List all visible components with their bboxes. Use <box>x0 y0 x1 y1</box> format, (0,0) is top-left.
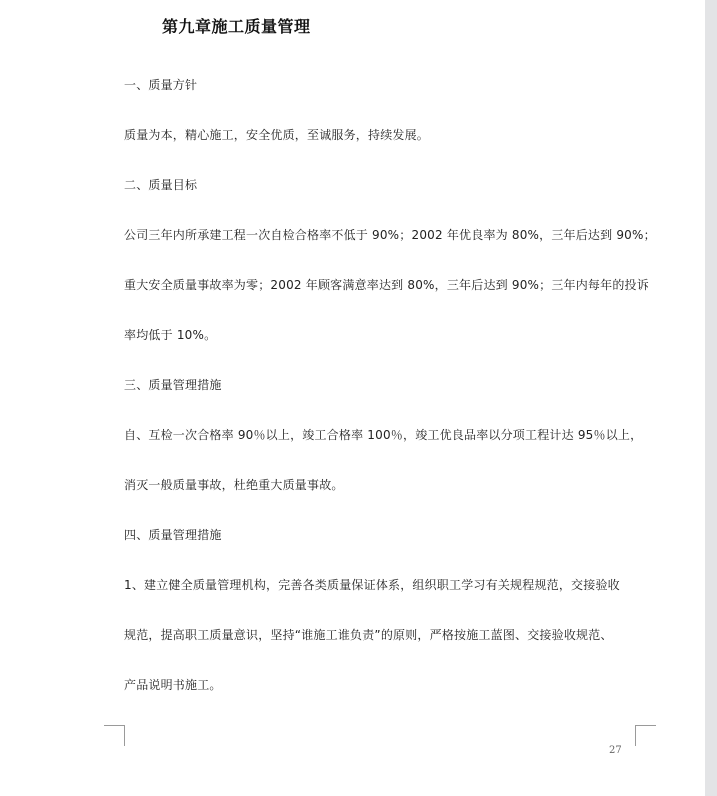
paragraph-line: 质量为本，精心施工，安全优质，至诚服务，持续发展。 <box>124 128 430 142</box>
chapter-title: 第九章施工质量管理 <box>162 17 311 36</box>
paragraph-line: 重大安全质量事故率为零；2002 年顾客满意率达到 80%，三年后达到 90%；三年内每年的投诉 <box>124 278 649 292</box>
paragraph-line: 1、建立健全质量管理机构，完善各类质量保证体系，组织职工学习有关规程规范，交接验收 <box>124 578 620 592</box>
section-heading-quality-management: 四、质量管理措施 <box>124 528 222 542</box>
section-heading-quality-policy: 一、质量方针 <box>124 78 198 92</box>
paragraph-line: 消灭一般质量事故，杜绝重大质量事故。 <box>124 478 344 492</box>
page-number: 27 <box>609 745 622 756</box>
section-heading-quality-measures: 三、质量管理措施 <box>124 378 222 392</box>
paragraph-line: 率均低于 10%。 <box>124 328 217 342</box>
margin-corner-mark-right <box>635 725 656 746</box>
paragraph-line: 规范，提高职工质量意识，坚持“谁施工谁负责”的原则，严格按施工蓝图、交接验收规范、 <box>124 628 613 642</box>
paragraph-line: 自、互检一次合格率 90％以上，竣工合格率 100％，竣工优良品率以分项工程计达 95％以上， <box>124 428 643 442</box>
paragraph-line: 产品说明书施工。 <box>124 678 222 692</box>
margin-corner-mark-left <box>104 725 125 746</box>
section-heading-quality-goals: 二、质量目标 <box>124 178 198 192</box>
scrollbar-track[interactable] <box>705 0 717 796</box>
paragraph-line: 公司三年内所承建工程一次自检合格率不低于 90%；2002 年优良率为 80%，三年后达到 90%； <box>124 228 656 242</box>
